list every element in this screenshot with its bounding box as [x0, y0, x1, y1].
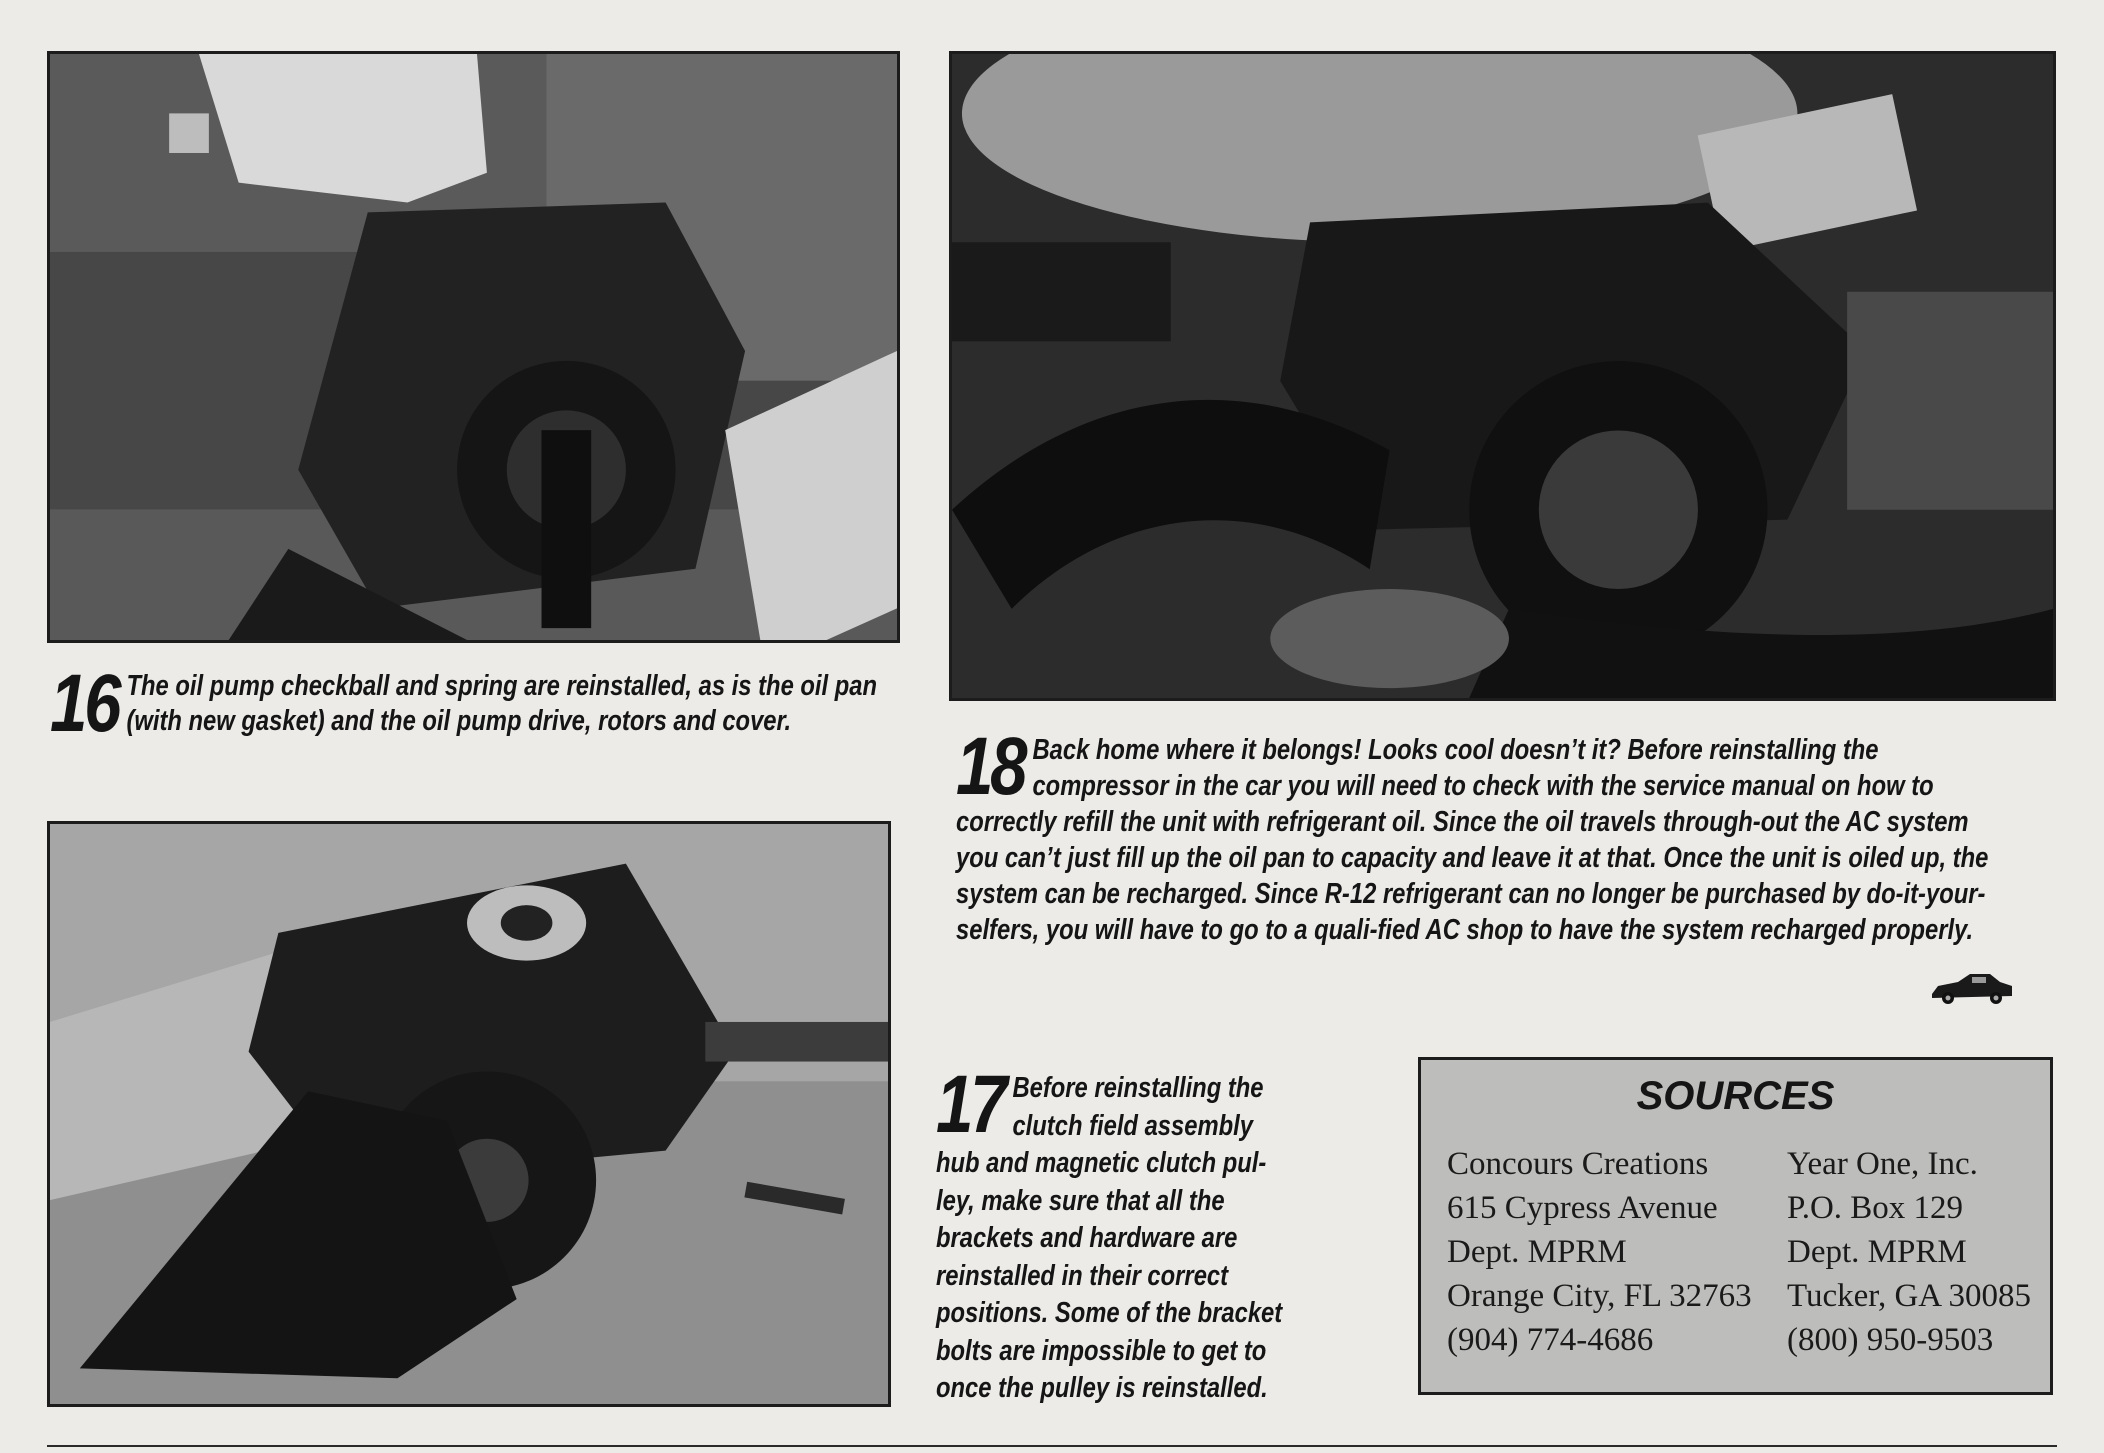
caption-17: [936, 1059, 1294, 1408]
caption-number: 18: [956, 721, 1025, 812]
source-name: Year One, Inc.: [1787, 1146, 1978, 1182]
source-phone: (904) 774-4686: [1447, 1322, 1654, 1358]
caption-text: The oil pump checkball and spring are reinstalled, as is the oil pan (with new gasket) and the oil pump drive, rotors and cover.: [126, 670, 878, 737]
caption-text: Before reinstalling the clutch field assembly hub and magnetic clutch pul-ley, make sure that all the brackets and hardware are reinstalled in their correct positions. Some of the bracket bolts are impossible to get to once the pulley is reinstalled.: [936, 1072, 1283, 1404]
caption-16: [50, 658, 918, 749]
source-street: 615 Cypress Avenue: [1447, 1190, 1718, 1226]
sources-title: SOURCES: [1636, 1074, 1835, 1118]
sources-box: [1418, 1057, 2053, 1395]
photo-compressor-bench: [47, 821, 891, 1407]
car-silhouette-icon: [1930, 970, 2014, 1006]
caption-number: 16: [50, 658, 119, 749]
caption-text: Back home where it belongs! Looks cool doesn’t it? Before reinstalling the compressor in the car you will need to check with the service manual on how to correctly refill the unit with refrigerant oil. Since the oil travels through-out the AC system you can’t just fill up the oil pan to capacity and leave it at that. Once the unit is oiled up, the system can be recharged. Since R-12 refrigerant can no longer be purchased by do-it-your-selfers, you will have to go to a quali-fied AC shop to have the system recharged properly.: [956, 734, 1989, 946]
photo-compressor-installed: [949, 51, 2056, 701]
page-bottom-rule: [47, 1445, 2057, 1447]
source-dept: Dept. MPRM: [1787, 1234, 1967, 1270]
source-dept: Dept. MPRM: [1447, 1234, 1627, 1270]
source-street: P.O. Box 129: [1787, 1190, 1964, 1226]
source-address-concours: [1447, 1142, 1752, 1362]
source-name: Concours Creations: [1447, 1146, 1709, 1182]
source-address-yearone: [1787, 1142, 2031, 1362]
source-city: Orange City, FL 32763: [1447, 1278, 1752, 1314]
caption-18: [956, 721, 2007, 948]
caption-number: 17: [936, 1059, 1005, 1150]
source-phone: (800) 950-9503: [1787, 1322, 1994, 1358]
source-city: Tucker, GA 30085: [1787, 1278, 2032, 1314]
photo-oil-pump-reinstall: [47, 51, 900, 643]
